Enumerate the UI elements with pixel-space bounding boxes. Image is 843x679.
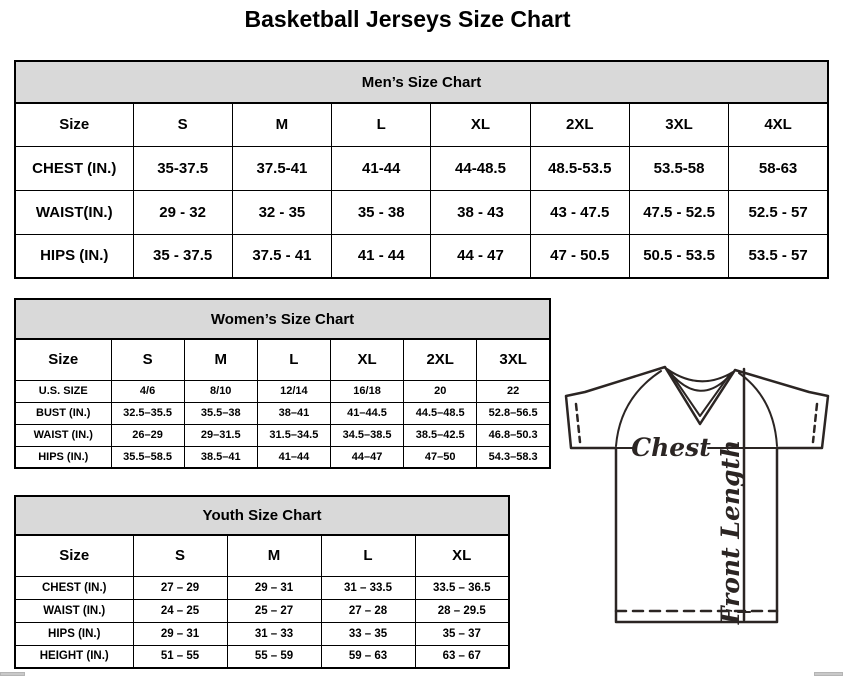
table-cell: 59 – 63	[321, 645, 415, 668]
table-cell: 41-44	[332, 146, 431, 190]
row-label: BUST (IN.)	[15, 402, 111, 424]
mens-chart-title: Men’s Size Chart	[15, 61, 828, 103]
table-row	[15, 576, 509, 599]
column-header: L	[332, 103, 431, 146]
horizontal-scrollbar-fragment-left[interactable]	[0, 672, 25, 676]
table-cell: 29 – 31	[133, 622, 227, 645]
row-label: HIPS (IN.)	[15, 446, 111, 468]
table-cell: 52.8–56.5	[477, 402, 550, 424]
table-cell: 52.5 - 57	[729, 190, 828, 234]
table-cell: 27 – 28	[321, 599, 415, 622]
table-cell: 35 – 37	[415, 622, 509, 645]
table-row	[15, 535, 509, 576]
table-cell: 41 - 44	[332, 234, 431, 278]
column-header: S	[111, 339, 184, 380]
table-cell: 44–47	[330, 446, 403, 468]
column-header: 3XL	[629, 103, 728, 146]
table-cell: 12/14	[257, 380, 330, 402]
table-cell: 33.5 – 36.5	[415, 576, 509, 599]
table-cell: 28 – 29.5	[415, 599, 509, 622]
table-cell: 54.3–58.3	[477, 446, 550, 468]
row-label: WAIST (IN.)	[15, 599, 133, 622]
row-label: CHEST (IN.)	[15, 576, 133, 599]
table-cell: 29 - 32	[133, 190, 232, 234]
table-cell: 35.5–38	[184, 402, 257, 424]
table-cell: 47 - 50.5	[530, 234, 629, 278]
table-cell: 47.5 - 52.5	[629, 190, 728, 234]
youth-size-chart-table	[14, 495, 510, 669]
table-cell: 31.5–34.5	[257, 424, 330, 446]
table-cell: 35 - 38	[332, 190, 431, 234]
table-cell: 44.5–48.5	[404, 402, 477, 424]
table-cell: 20	[404, 380, 477, 402]
table-cell: 38.5–41	[184, 446, 257, 468]
table-cell: 44-48.5	[431, 146, 530, 190]
table-cell: 53.5 - 57	[729, 234, 828, 278]
table-row	[15, 645, 509, 668]
row-label: CHEST (IN.)	[15, 146, 133, 190]
column-header: 3XL	[477, 339, 550, 380]
column-header: S	[133, 535, 227, 576]
jersey-measurement-diagram	[558, 358, 840, 630]
table-row	[15, 496, 509, 535]
row-label: WAIST (IN.)	[15, 424, 111, 446]
table-cell: 35-37.5	[133, 146, 232, 190]
column-header: L	[257, 339, 330, 380]
table-cell: 26–29	[111, 424, 184, 446]
table-cell: 27 – 29	[133, 576, 227, 599]
table-row	[15, 622, 509, 645]
column-header: 2XL	[404, 339, 477, 380]
table-cell: 32 - 35	[232, 190, 331, 234]
chest-label: Chest	[631, 433, 711, 462]
column-header: Size	[15, 103, 133, 146]
column-header: M	[184, 339, 257, 380]
table-cell: 25 – 27	[227, 599, 321, 622]
column-header: L	[321, 535, 415, 576]
table-cell: 37.5 - 41	[232, 234, 331, 278]
column-header: Size	[15, 339, 111, 380]
table-cell: 50.5 - 53.5	[629, 234, 728, 278]
table-cell: 37.5-41	[232, 146, 331, 190]
column-header: Size	[15, 535, 133, 576]
table-cell: 47–50	[404, 446, 477, 468]
table-cell: 55 – 59	[227, 645, 321, 668]
table-row	[15, 446, 550, 468]
table-cell: 31 – 33.5	[321, 576, 415, 599]
table-cell: 46.8–50.3	[477, 424, 550, 446]
column-header: S	[133, 103, 232, 146]
table-cell: 29–31.5	[184, 424, 257, 446]
row-label: HIPS (IN.)	[15, 234, 133, 278]
mens-size-chart-table	[14, 60, 829, 279]
table-cell: 48.5-53.5	[530, 146, 629, 190]
womens-chart-title: Women’s Size Chart	[15, 299, 550, 339]
table-cell: 35.5–58.5	[111, 446, 184, 468]
table-cell: 38 - 43	[431, 190, 530, 234]
youth-chart-title: Youth Size Chart	[15, 496, 509, 535]
table-row	[15, 402, 550, 424]
table-row	[15, 339, 550, 380]
table-cell: 41–44.5	[330, 402, 403, 424]
column-header: 2XL	[530, 103, 629, 146]
column-header: XL	[415, 535, 509, 576]
table-cell: 41–44	[257, 446, 330, 468]
column-header: M	[232, 103, 331, 146]
table-cell: 53.5-58	[629, 146, 728, 190]
table-row	[15, 599, 509, 622]
table-row	[15, 190, 828, 234]
table-row	[15, 61, 828, 103]
table-cell: 16/18	[330, 380, 403, 402]
table-cell: 63 – 67	[415, 645, 509, 668]
column-header: M	[227, 535, 321, 576]
page-title: Basketball Jerseys Size Chart	[244, 6, 571, 32]
table-cell: 22	[477, 380, 550, 402]
table-cell: 51 – 55	[133, 645, 227, 668]
row-label: U.S. SIZE	[15, 380, 111, 402]
table-cell: 32.5–35.5	[111, 402, 184, 424]
table-cell: 8/10	[184, 380, 257, 402]
table-cell: 38.5–42.5	[404, 424, 477, 446]
table-row	[15, 234, 828, 278]
womens-size-chart-table	[14, 298, 551, 469]
row-label: HIPS (IN.)	[15, 622, 133, 645]
jersey-outline	[566, 367, 828, 622]
table-cell: 29 – 31	[227, 576, 321, 599]
table-cell: 35 - 37.5	[133, 234, 232, 278]
table-row	[15, 380, 550, 402]
horizontal-scrollbar-fragment-right[interactable]	[814, 672, 843, 676]
column-header: 4XL	[729, 103, 828, 146]
table-cell: 33 – 35	[321, 622, 415, 645]
front-length-label: Front Length	[716, 439, 745, 625]
column-header: XL	[330, 339, 403, 380]
table-cell: 58-63	[729, 146, 828, 190]
table-cell: 31 – 33	[227, 622, 321, 645]
table-cell: 44 - 47	[431, 234, 530, 278]
table-cell: 43 - 47.5	[530, 190, 629, 234]
column-header: XL	[431, 103, 530, 146]
table-row	[15, 424, 550, 446]
table-cell: 4/6	[111, 380, 184, 402]
table-cell: 38–41	[257, 402, 330, 424]
table-row	[15, 103, 828, 146]
table-row	[15, 299, 550, 339]
table-row	[15, 146, 828, 190]
row-label: WAIST(IN.)	[15, 190, 133, 234]
table-cell: 24 – 25	[133, 599, 227, 622]
row-label: HEIGHT (IN.)	[15, 645, 133, 668]
table-cell: 34.5–38.5	[330, 424, 403, 446]
